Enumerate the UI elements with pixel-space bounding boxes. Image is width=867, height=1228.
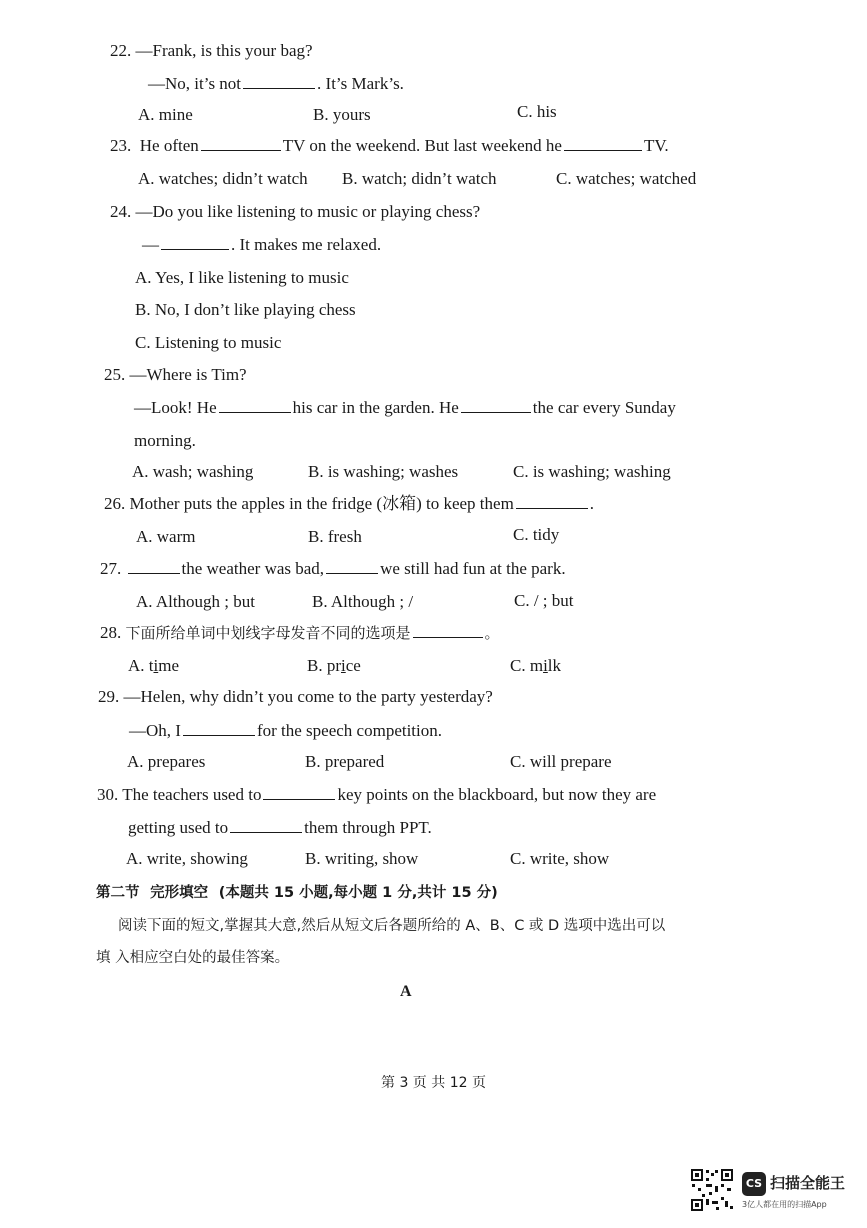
option-a: A. warm bbox=[136, 527, 196, 546]
question-text: Mother puts the apples in the fridge (冰箱) to keep them bbox=[129, 494, 514, 513]
question-29-stem bbox=[98, 686, 493, 708]
question-text: the weather was bad, bbox=[181, 559, 325, 578]
answer-blank bbox=[263, 785, 335, 800]
option-a: A. watches; didn’t watch bbox=[138, 169, 308, 188]
question-text: his car in the garden. He bbox=[292, 398, 459, 417]
question-number: 23. bbox=[110, 136, 132, 155]
option-b: B. writing, show bbox=[305, 849, 419, 868]
question-30-stem bbox=[97, 784, 656, 806]
question-29-line2 bbox=[129, 720, 442, 742]
option-b: B. Although ; / bbox=[312, 592, 414, 611]
option-c: C. write, show bbox=[510, 849, 610, 868]
answer-blank bbox=[201, 136, 281, 151]
answer-blank bbox=[461, 398, 531, 413]
answer-blank bbox=[183, 721, 255, 736]
camscanner-name: 扫描全能王 bbox=[770, 1174, 846, 1192]
question-26-stem bbox=[104, 493, 594, 515]
question-text: 下面所给单词中划线字母发音不同的选项是 bbox=[125, 624, 411, 642]
option-c: C. is washing; washing bbox=[513, 462, 671, 481]
section-title: 第二节 bbox=[96, 885, 140, 901]
question-text: He often bbox=[139, 136, 199, 155]
option-a: A. prepares bbox=[127, 752, 206, 771]
question-text: . It’s Mark’s. bbox=[317, 74, 404, 93]
question-23-stem bbox=[110, 135, 669, 157]
option-a: A. mine bbox=[138, 105, 193, 124]
option-a: A. Although ; but bbox=[136, 592, 256, 611]
question-text: — bbox=[142, 235, 159, 254]
option-a: A. wash; washing bbox=[132, 462, 254, 481]
question-text: —Do you like listening to music or playing chess? bbox=[135, 202, 481, 221]
passage-label: A bbox=[400, 983, 412, 1000]
question-number: 25. bbox=[104, 365, 126, 384]
question-text: them through PPT. bbox=[304, 818, 432, 837]
option-c: C. tidy bbox=[513, 525, 560, 544]
answer-blank bbox=[564, 136, 642, 151]
option-c: C. will prepare bbox=[510, 752, 612, 771]
question-25-line3: morning. bbox=[134, 431, 196, 450]
underlined-letter: i bbox=[153, 656, 159, 675]
question-text: —No, it’s not bbox=[148, 74, 242, 93]
option-b: B. No, I don’t like playing chess bbox=[135, 300, 356, 319]
question-text: for the speech competition. bbox=[256, 721, 443, 740]
option-c: C. milk bbox=[510, 656, 562, 675]
question-22-stem bbox=[110, 40, 313, 62]
camscanner-logo-icon: CS bbox=[742, 1172, 766, 1196]
answer-blank bbox=[326, 559, 378, 574]
answer-blank bbox=[128, 559, 180, 574]
section-instruction: 阅读下面的短文,掌握其大意,然后从短文后各题所给的 A、B、C 或 D 选项中选出可以 bbox=[118, 918, 666, 934]
question-text: the car every Sunday bbox=[532, 398, 676, 417]
question-text: getting used to bbox=[128, 818, 229, 837]
answer-blank bbox=[413, 623, 483, 638]
question-number: 28. bbox=[100, 623, 122, 642]
question-25-stem bbox=[104, 364, 247, 386]
question-text: —Where is Tim? bbox=[129, 365, 247, 384]
section-instruction-cont: 填 入相应空白处的最佳答案。 bbox=[96, 950, 290, 966]
option-c: C. / ; but bbox=[514, 591, 574, 610]
question-number: 26. bbox=[104, 494, 126, 513]
section-header bbox=[96, 882, 498, 904]
camscanner-tagline: 3亿人都在用的扫描App bbox=[742, 1200, 827, 1209]
underlined-letter: i bbox=[543, 656, 548, 675]
question-text: The teachers used to bbox=[122, 785, 262, 804]
question-number: 30. bbox=[97, 785, 119, 804]
option-b: B. watch; didn’t watch bbox=[342, 169, 497, 188]
underlined-letter: i bbox=[341, 656, 346, 675]
question-text: key points on the blackboard, but now they are bbox=[337, 785, 657, 804]
question-30-line2 bbox=[128, 817, 432, 839]
question-22-line2 bbox=[148, 73, 404, 95]
answer-blank bbox=[516, 494, 588, 509]
question-text: —Frank, is this your bag? bbox=[135, 41, 313, 60]
answer-blank bbox=[161, 235, 229, 250]
option-c: C. Listening to music bbox=[135, 333, 282, 352]
option-a: A. time bbox=[128, 656, 180, 675]
answer-blank bbox=[243, 74, 315, 89]
question-text: —Helen, why didn’t you come to the party yesterday? bbox=[123, 687, 493, 706]
page-number: 第 3 页 共 12 页 bbox=[381, 1075, 486, 1091]
section-name: 完形填空 bbox=[150, 885, 209, 901]
question-text: —Look! He bbox=[134, 398, 217, 417]
question-number: 22. bbox=[110, 41, 132, 60]
option-a: A. write, showing bbox=[126, 849, 248, 868]
question-number: 29. bbox=[98, 687, 120, 706]
question-28-stem bbox=[100, 622, 500, 644]
question-text: 。 bbox=[484, 624, 500, 642]
option-b: B. price bbox=[307, 656, 361, 675]
scanner-watermark bbox=[690, 1168, 860, 1214]
question-text: TV on the weekend. But last weekend he bbox=[282, 136, 562, 155]
question-text: . bbox=[589, 494, 595, 513]
section-info: (本题共 15 小题,每小题 1 分,共计 15 分) bbox=[218, 885, 498, 901]
question-text: . It makes me relaxed. bbox=[231, 235, 382, 254]
question-24-line2 bbox=[142, 234, 381, 256]
question-text: —Oh, I bbox=[129, 721, 181, 740]
question-24-stem bbox=[110, 201, 480, 223]
option-b: B. fresh bbox=[308, 527, 362, 546]
question-number: 27. bbox=[100, 559, 122, 578]
option-b: B. prepared bbox=[305, 752, 385, 771]
option-b: B. yours bbox=[313, 105, 371, 124]
question-number: 24. bbox=[110, 202, 132, 221]
answer-blank bbox=[230, 818, 302, 833]
question-27-stem bbox=[100, 558, 566, 580]
answer-blank bbox=[219, 398, 291, 413]
question-text: we still had fun at the park. bbox=[380, 559, 566, 578]
option-c: C. his bbox=[517, 102, 557, 121]
question-25-line2 bbox=[134, 397, 676, 419]
option-c: C. watches; watched bbox=[556, 169, 697, 188]
question-text: TV. bbox=[643, 136, 669, 155]
option-b: B. is washing; washes bbox=[308, 462, 459, 481]
qr-code-icon bbox=[690, 1168, 734, 1212]
option-a: A. Yes, I like listening to music bbox=[135, 268, 349, 287]
